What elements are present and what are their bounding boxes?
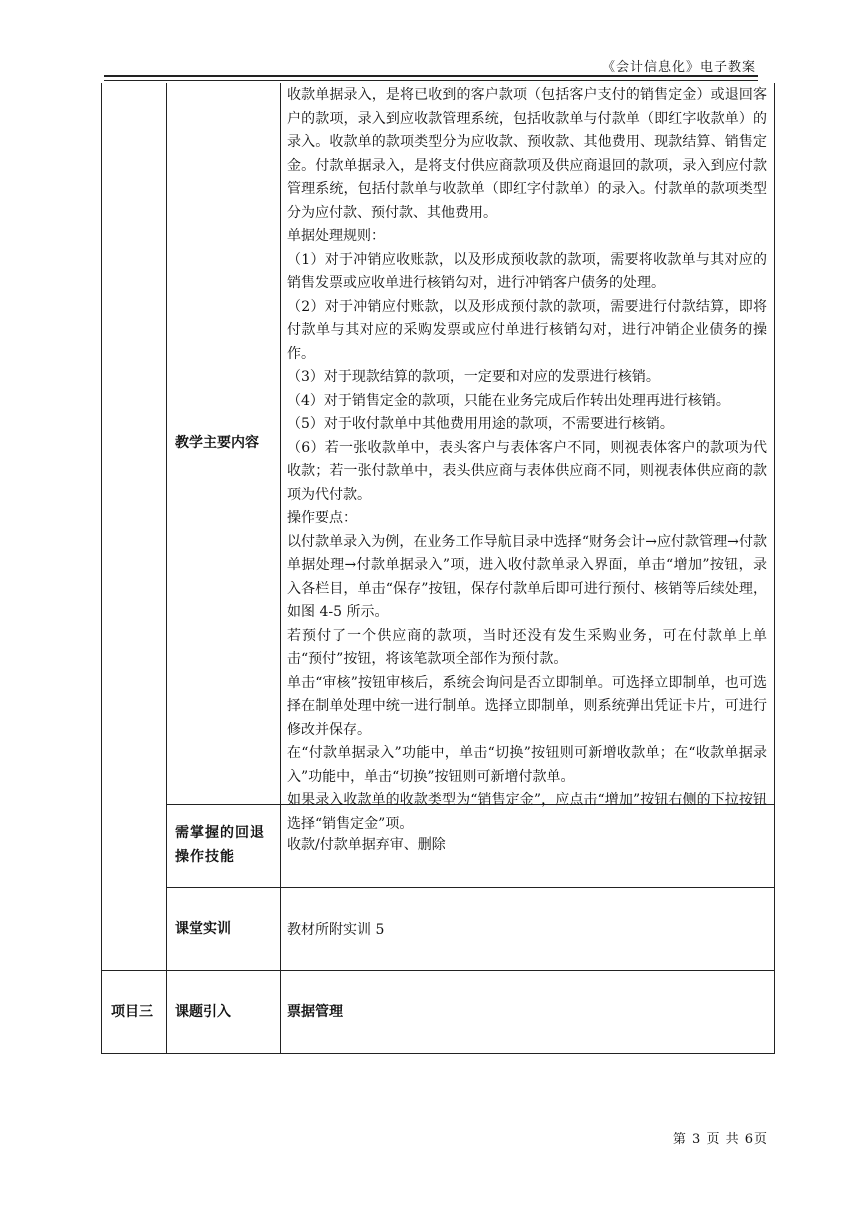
main-content-label: 教学主要内容 <box>175 435 259 451</box>
main-content-text <box>287 84 767 836</box>
header-rule-thin <box>104 80 758 81</box>
table-divider-col2 <box>280 83 281 1054</box>
content-paragraph: （2）对于冲销应付账款，以及形成预付款的款项，需要进行付款结算，即将付款单与其对应的采购发票或应付单进行核销勾对，进行冲销企业债务的操作。 <box>287 298 767 362</box>
rollback-skills-label <box>175 821 265 869</box>
content-paragraph: 如果录入收款单的收款类型为“销售定金”，应点击“增加”按钮右侧的下拉按钮选择“销售定金”项。 <box>287 792 767 832</box>
content-paragraph: 单击“审核”按钮审核后，系统会询问是否立即制单。可选择立即制单，也可选择在制单处理中统一进行制单。选择立即制单，则系统弹出凭证卡片，可进行修改并保存。 <box>287 674 767 738</box>
content-paragraph: （6）若一张收款单中，表头客户与表体客户不同，则视表体客户的款项为代收款；若一张付款单中，表头供应商与表体供应商不同，则视表体供应商的款项为代付款。 <box>287 439 767 503</box>
row-divider-3 <box>101 970 774 971</box>
page-header-title: 《会计信息化》电子教案 <box>601 60 756 75</box>
lesson-table <box>101 83 775 1054</box>
classroom-practice-content: 教材所附实训 5 <box>287 922 385 938</box>
content-paragraph: 单据处理规则： <box>287 228 385 244</box>
rollback-skills-label-line1: 需掌握的回退 <box>175 825 265 841</box>
content-paragraph: 以付款单录入为例，在业务工作导航目录中选择“财务会计→应付款管理→付款单据处理→付款单据录入”项，进入收付款单录入界面，单击“增加”按钮，录入各栏目，单击“保存”按钮，保存付款单后即可进行预付、核销等后续处理，如图 4-5 所示。 <box>287 533 767 620</box>
content-paragraph: （4）对于销售定金的款项，只能在业务完成后作转出处理再进行核销。 <box>287 392 730 409</box>
topic-intro-content: 票据管理 <box>287 1004 343 1020</box>
rollback-skills-content: 收款/付款单据弃审、删除 <box>287 837 446 853</box>
table-divider-col1 <box>166 83 167 1054</box>
content-paragraph: （3）对于现款结算的款项，一定要和对应的发票进行核销。 <box>287 369 660 385</box>
content-paragraph: 若预付了一个供应商的款项，当时还没有发生采购业务，可在付款单上单击“预付”按钮，将该笔款项全部作为预付款。 <box>287 627 767 667</box>
classroom-practice-label: 课堂实训 <box>175 921 231 937</box>
content-paragraph: （1）对于冲销应收账款，以及形成预收款的款项，需要将收款单与其对应的销售发票或应收单进行核销勾对，进行冲销客户债务的处理。 <box>287 251 767 291</box>
project-three-section: 项目三 <box>111 1004 153 1020</box>
table-border-right <box>774 83 775 1054</box>
rollback-skills-label-line2: 操作技能 <box>175 849 235 865</box>
content-paragraph: 操作要点： <box>287 510 357 526</box>
topic-intro-label: 课题引入 <box>175 1004 231 1020</box>
content-paragraph: 收款单据录入，是将已收到的客户款项（包括客户支付的销售定金）或退回客户的款项，录入到应收款管理系统，包括收款单与付款单（即红字收款单）的录入。收款单的款项类型分为应收款、预收款、其他费用、现款结算、销售定金。付款单据录入，是将支付供应商款项及供应商退回的款项，录入到应付款管理系统，包括付款单与收款单（即红字付款单）的录入。付款单的款项类型分为应付款、预付款、其他费用。 <box>287 87 767 221</box>
header-rule-thick <box>104 75 758 77</box>
content-paragraph: （5）对于收付款单中其他费用用途的款项，不需要进行核销。 <box>287 416 674 432</box>
table-border-bottom <box>101 1053 774 1054</box>
table-border-left <box>101 83 102 1054</box>
page-footer: 第 3 页 共 6页 <box>672 1132 768 1147</box>
row-divider-2 <box>166 887 774 888</box>
content-paragraph: 在“付款单据录入”功能中，单击“切换”按钮则可新增收款单；在“收款单据录入”功能中，单击“切换”按钮则可新增付款单。 <box>287 745 767 785</box>
